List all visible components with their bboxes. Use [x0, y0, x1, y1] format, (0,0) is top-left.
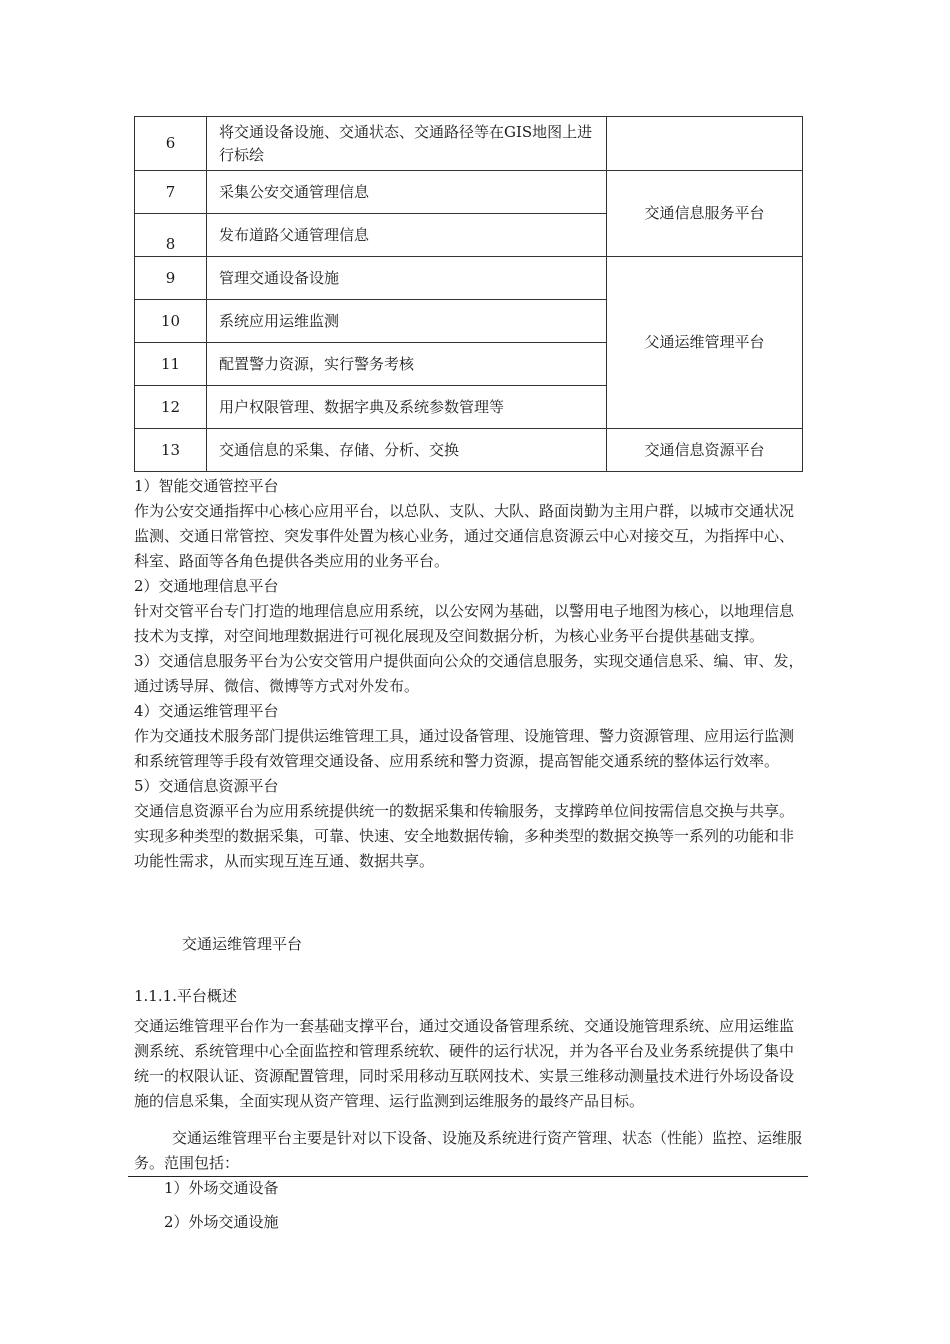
row-number: 11: [135, 343, 207, 386]
platform-descriptions: [134, 474, 806, 874]
row-description: 发布道路父通管理信息: [207, 214, 607, 257]
row-description: 采集公安交通管理信息: [207, 171, 607, 214]
table-row: [135, 171, 803, 214]
row-number: 8: [135, 214, 207, 257]
section-title: 5）交通信息资源平台: [134, 777, 279, 795]
row-number: 12: [135, 386, 207, 429]
row-number: 10: [135, 300, 207, 343]
platform-cell: 交通信息资源平台: [607, 429, 803, 472]
platform-cell: [607, 117, 803, 171]
subsection-heading: 1.1.1.平台概述: [134, 987, 237, 1005]
platform-cell: 交通信息服务平台: [607, 171, 803, 257]
table-row: [135, 429, 803, 472]
section-body: 交通信息资源平台为应用系统提供统一的数据采集和传输服务，支撑跨单位间按需信息交换与共享。实现多种类型的数据采集，可靠、快速、安全地数据传输，多种类型的数据交换等一系列的功能和非功能性需求，从而实现互连互通、数据共享。: [134, 802, 795, 870]
section-body: 针对交管平台专门打造的地理信息应用系统，以公安网为基础，以警用电子地图为核心，以地理信息技术为支撑，对空间地理数据进行可视化展现及空间数据分析，为核心业务平台提供基础支撑。: [134, 602, 795, 645]
row-description: 系统应用运维监测: [207, 300, 607, 343]
overview-paragraph: 交通运维管理平台作为一套基础支撑平台，通过交通设备管理系统、交通设施管理系统、应用运维监测系统、系统管理中心全面监控和管理系统软、硬件的运行状况，并为各平台及业务系统提供了集中统一的权限认证、资源配置管理，同时采用移动互联网技术、实景三维移动测量技术进行外场设备设施的信息采集，全面实现从资产管理、运行监测到运维服务的最终产品目标。: [134, 1017, 795, 1110]
table-row: [135, 257, 803, 300]
section-title: 4）交通运维管理平台: [134, 702, 279, 720]
section-body: 3）交通信息服务平台为公安交管用户提供面向公众的交通信息服务，实现交通信息采、编、审、发，通过诱导屏、微信、微博等方式对外发布。: [134, 652, 804, 695]
row-number: 6: [135, 117, 207, 171]
platform-cell: 父通运维管理平台: [607, 257, 803, 429]
row-number: 9: [135, 257, 207, 300]
row-description: 管理交通设备设施: [207, 257, 607, 300]
list-item: 1）外场交通设备: [164, 1179, 279, 1197]
row-description: 配置警力资源，实行警务考核: [207, 343, 607, 386]
row-number: 13: [135, 429, 207, 472]
row-description: 将交通设备设施、交通状态、交通路径等在GIS地图上进行标绘: [207, 117, 607, 171]
table-row: [135, 117, 803, 171]
section-title: 1）智能交通管控平台: [134, 477, 279, 495]
scope-paragraph: 交通运维管理平台主要是针对以下设备、设施及系统进行资产管理、状态（性能）监控、运维服务。范围包括：: [134, 1129, 803, 1172]
list-item: 2）外场交通设施: [164, 1213, 279, 1231]
section-title: 2）交通地理信息平台: [134, 577, 279, 595]
section-body: 作为交通技术服务部门提供运维管理工具，通过设备管理、设施管理、警力资源管理、应用运行监测和系统管理等手段有效管理交通设备、应用系统和警力资源，提高智能交通系统的整体运行效率。: [134, 727, 795, 770]
row-description: 用户权限管理、数据字典及系统参数管理等: [207, 386, 607, 429]
row-number: 7: [135, 171, 207, 214]
section-body: 作为公安交通指挥中心核心应用平台，以总队、支队、大队、路面岗勤为主用户群，以城市交通状况监测、交通日常管控、突发事件处置为核心业务，通过交通信息资源云中心对接交互，为指挥中心、科室、路面等各角色提供各类应用的业务平台。: [134, 502, 795, 570]
row-description: 交通信息的采集、存储、分析、交换: [207, 429, 607, 472]
function-table: [134, 116, 803, 472]
section-heading: 交通运维管理平台: [182, 935, 303, 953]
